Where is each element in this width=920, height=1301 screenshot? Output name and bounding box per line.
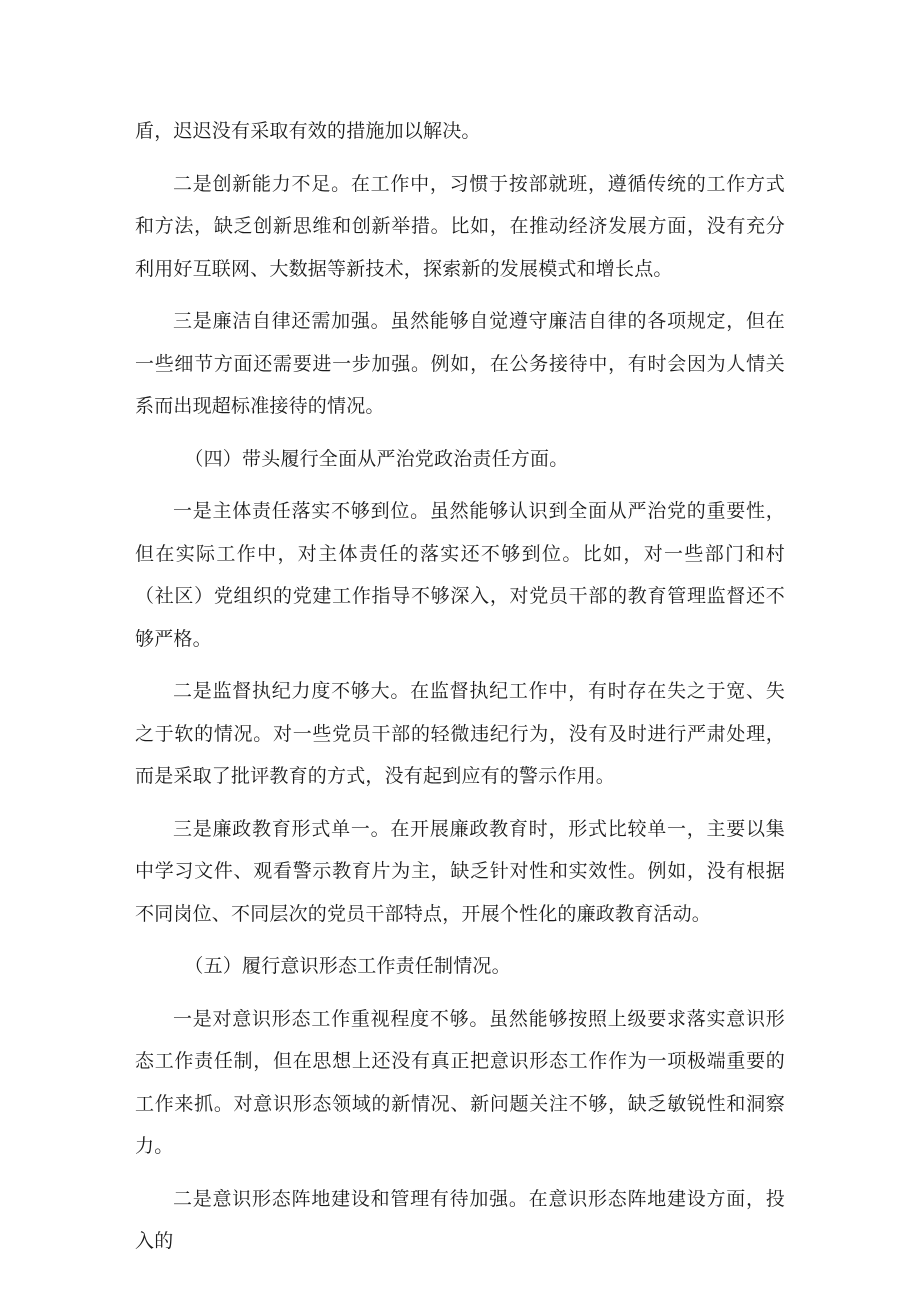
paragraph-5: 一是主体责任落实不够到位。虽然能够认识到全面从严治党的重要性，但在实际工作中，对主体责任的落实还不够到位。比如，对一些部门和村（社区）党组织的党建工作指导不够深入，对党员干部的教育管理监督还不够严格。 — [135, 500, 785, 650]
paragraph-2: 二是创新能力不足。在工作中，习惯于按部就班，遵循传统的工作方式和方法，缺乏创新思维和创新举措。比如，在推动经济发展方面，没有充分利用好互联网、大数据等新技术，探索新的发展模式和增长点。 — [135, 172, 785, 280]
paragraph-7: 三是廉政教育形式单一。在开展廉政教育时，形式比较单一，主要以集中学习文件、观看警示教育片为主，缺乏针对性和实效性。例如，没有根据不同岗位、不同层次的党员干部特点，开展个性化的廉政教育活动。 — [135, 817, 785, 925]
paragraph-9: 一是对意识形态工作重视程度不够。虽然能够按照上级要求落实意识形态工作责任制，但在思想上还没有真正把意识形态工作作为一项极端重要的工作来抓。对意识形态领域的新情况、新问题关注不够，缺乏敏锐性和洞察力。 — [135, 1007, 785, 1157]
paragraph-6: 二是监督执纪力度不够大。在监督执纪工作中，有时存在失之于宽、失之于软的情况。对一些党员干部的轻微违纪行为，没有及时进行严肃处理，而是采取了批评教育的方式，没有起到应有的警示作用。 — [135, 680, 785, 787]
paragraph-1: 盾，迟迟没有采取有效的措施加以解决。 — [135, 120, 481, 142]
paragraph-3: 三是廉洁自律还需加强。虽然能够自觉遵守廉洁自律的各项规定，但在一些细节方面还需要进一步加强。例如，在公务接待中，有时会因为人情关系而出现超标准接待的情况。 — [135, 310, 785, 417]
document-body — [135, 110, 785, 1273]
section-heading-5: （五）履行意识形态工作责任制情况。 — [184, 955, 511, 977]
paragraph-10: 二是意识形态阵地建设和管理有待加强。在意识形态阵地建设方面，投入的 — [135, 1187, 785, 1252]
section-heading-4: （四）带头履行全面从严治党政治责任方面。 — [184, 447, 569, 470]
